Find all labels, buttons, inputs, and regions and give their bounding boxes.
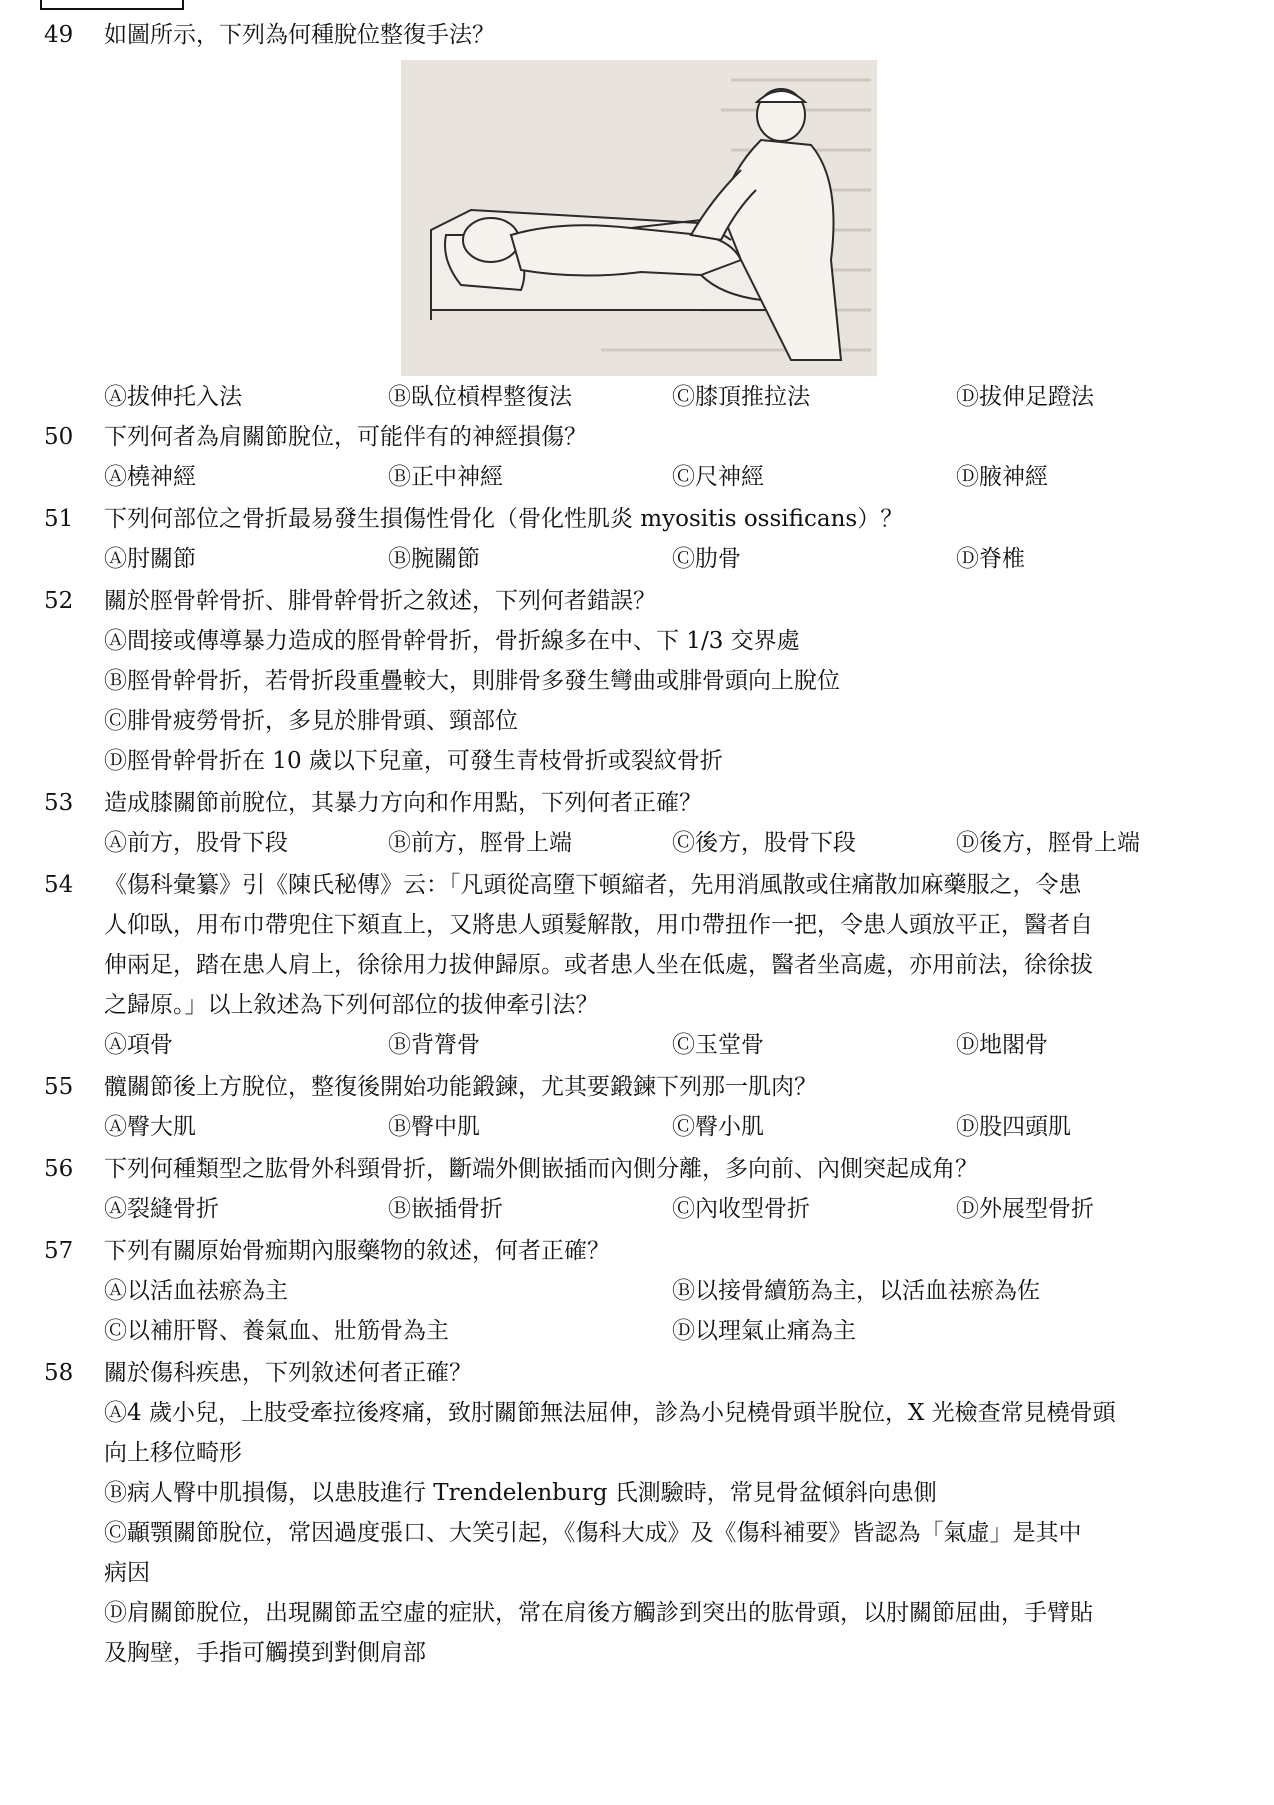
question-number: 51 bbox=[44, 506, 74, 532]
option-d-line: Ⓓ肩關節脫位，出現關節盂空虛的症狀，常在肩後方觸診到突出的肱骨頭，以肘關節屈曲，手臂貼 bbox=[104, 1600, 1093, 1626]
question-50 bbox=[44, 420, 1244, 494]
question-49 bbox=[44, 18, 1244, 52]
question-number: 55 bbox=[44, 1074, 74, 1100]
option-a[interactable]: Ⓐ臀大肌 bbox=[104, 1114, 196, 1140]
question-text: 造成膝關節前脫位，其暴力方向和作用點，下列何者正確？ bbox=[104, 790, 702, 816]
question-number: 52 bbox=[44, 588, 74, 614]
illustration-traction-reduction bbox=[401, 60, 877, 376]
options-row bbox=[104, 1028, 1244, 1062]
option-c[interactable]: Ⓒ腓骨疲勞骨折，多見於腓骨頭、頸部位 bbox=[104, 708, 518, 734]
question-text: 如圖所示，下列為何種脫位整復手法？ bbox=[104, 22, 495, 48]
options-row bbox=[104, 380, 1244, 414]
question-text-line: 人仰臥，用布巾帶兜住下頦直上，又將患人頭髮解散，用巾帶扭作一把，令患人頭放平正，醫者自 bbox=[104, 912, 1093, 938]
header-box bbox=[40, 0, 184, 10]
question-text-line: 伸兩足，踏在患人肩上，徐徐用力拔伸歸原。或者患人坐在低處，醫者坐高處，亦用前法，徐徐拔 bbox=[104, 952, 1093, 978]
question-text: 下列有關原始骨痂期內服藥物的敘述，何者正確？ bbox=[104, 1238, 610, 1264]
option-c-line: Ⓒ顳顎關節脫位，常因過度張口、大笑引起，《傷科大成》及《傷科補要》皆認為「氣虛」是其中 bbox=[104, 1520, 1082, 1546]
option-c-line: 病因 bbox=[104, 1560, 150, 1586]
question-number: 56 bbox=[44, 1156, 74, 1182]
option-d[interactable]: Ⓓ脛骨幹骨折在 10 歲以下兒童，可發生青枝骨折或裂紋骨折 bbox=[104, 748, 723, 774]
question-number: 57 bbox=[44, 1238, 74, 1264]
question-58 bbox=[44, 1356, 1244, 1670]
question-54 bbox=[44, 868, 1244, 1062]
question-text: 關於脛骨幹骨折、腓骨幹骨折之敘述，下列何者錯誤？ bbox=[104, 588, 656, 614]
options-row bbox=[104, 1192, 1244, 1226]
option-a[interactable]: Ⓐ項骨 bbox=[104, 1032, 173, 1058]
question-text-line: 《傷科彙纂》引《陳氏秘傳》云：「凡頭從高墮下頓縮者，先用消風散或住痛散加麻藥服之，令患 bbox=[104, 872, 1082, 898]
option-a[interactable]: Ⓐ前方，股骨下段 bbox=[104, 830, 288, 856]
option-b[interactable]: Ⓑ前方，脛骨上端 bbox=[388, 830, 572, 856]
option-a[interactable]: Ⓐ肘關節 bbox=[104, 546, 196, 572]
option-c[interactable]: Ⓒ後方，股骨下段 bbox=[672, 830, 856, 856]
option-c[interactable]: Ⓒ尺神經 bbox=[672, 464, 764, 490]
question-text: 關於傷科疾患，下列敘述何者正確？ bbox=[104, 1360, 472, 1386]
question-57 bbox=[44, 1234, 1244, 1348]
option-a[interactable] bbox=[104, 1396, 1244, 1470]
options-row bbox=[104, 542, 1244, 576]
option-c[interactable]: Ⓒ肋骨 bbox=[672, 546, 741, 572]
option-d[interactable]: Ⓓ腋神經 bbox=[956, 464, 1048, 490]
option-d[interactable]: Ⓓ地閣骨 bbox=[956, 1032, 1048, 1058]
question-52 bbox=[44, 584, 1244, 778]
option-a-line: 向上移位畸形 bbox=[104, 1440, 242, 1466]
option-d[interactable]: Ⓓ後方，脛骨上端 bbox=[956, 830, 1140, 856]
option-c[interactable]: Ⓒ內收型骨折 bbox=[672, 1196, 810, 1222]
question-56 bbox=[44, 1152, 1244, 1226]
option-a-line: Ⓐ4 歲小兒，上肢受牽拉後疼痛，致肘關節無法屈伸，診為小兒橈骨頭半脫位，X 光檢查常見橈骨頭 bbox=[104, 1400, 1116, 1426]
question-text-line: 之歸原。」以上敘述為下列何部位的拔伸牽引法？ bbox=[104, 992, 599, 1018]
option-b[interactable]: Ⓑ臀中肌 bbox=[388, 1114, 480, 1140]
option-d[interactable] bbox=[104, 1596, 1244, 1670]
illustration-drawing bbox=[401, 60, 877, 376]
option-d[interactable]: Ⓓ外展型骨折 bbox=[956, 1196, 1094, 1222]
option-b[interactable]: Ⓑ正中神經 bbox=[388, 464, 503, 490]
question-number: 58 bbox=[44, 1360, 74, 1386]
question-number: 49 bbox=[44, 22, 74, 48]
question-53 bbox=[44, 786, 1244, 860]
option-c[interactable]: Ⓒ玉堂骨 bbox=[672, 1032, 764, 1058]
option-d[interactable]: Ⓓ股四頭肌 bbox=[956, 1114, 1071, 1140]
option-c[interactable]: Ⓒ膝頂推拉法 bbox=[672, 384, 810, 410]
option-c[interactable]: Ⓒ臀小肌 bbox=[672, 1114, 764, 1140]
question-number: 53 bbox=[44, 790, 74, 816]
question-55 bbox=[44, 1070, 1244, 1144]
options-row bbox=[104, 460, 1244, 494]
option-d-line: 及胸壁，手指可觸摸到對側肩部 bbox=[104, 1640, 426, 1666]
option-a[interactable]: Ⓐ以活血祛瘀為主 bbox=[104, 1278, 288, 1304]
question-text: 下列何者為肩關節脫位，可能伴有的神經損傷？ bbox=[104, 424, 587, 450]
option-b[interactable]: Ⓑ脛骨幹骨折，若骨折段重疊較大，則腓骨多發生彎曲或腓骨頭向上脫位 bbox=[104, 668, 840, 694]
option-a[interactable]: Ⓐ裂縫骨折 bbox=[104, 1196, 219, 1222]
option-b[interactable]: Ⓑ以接骨續筋為主，以活血祛瘀為佐 bbox=[672, 1278, 1040, 1304]
option-a[interactable]: Ⓐ間接或傳導暴力造成的脛骨幹骨折，骨折線多在中、下 1/3 交界處 bbox=[104, 628, 800, 654]
option-b[interactable]: Ⓑ嵌插骨折 bbox=[388, 1196, 503, 1222]
question-51 bbox=[44, 502, 1244, 576]
option-b[interactable]: Ⓑ臥位槓桿整復法 bbox=[388, 384, 572, 410]
option-b[interactable]: Ⓑ腕關節 bbox=[388, 546, 480, 572]
option-a[interactable]: Ⓐ橈神經 bbox=[104, 464, 196, 490]
option-b[interactable]: Ⓑ背膂骨 bbox=[388, 1032, 480, 1058]
option-a[interactable]: Ⓐ拔伸托入法 bbox=[104, 384, 242, 410]
options-row bbox=[104, 1110, 1244, 1144]
option-d[interactable]: Ⓓ以理氣止痛為主 bbox=[672, 1318, 856, 1344]
question-text: 下列何種類型之肱骨外科頸骨折，斷端外側嵌插而內側分離，多向前、內側突起成角？ bbox=[104, 1156, 978, 1182]
option-b[interactable]: Ⓑ病人臀中肌損傷，以患肢進行 Trendelenburg 氏測驗時，常見骨盆傾斜向患側 bbox=[104, 1480, 937, 1506]
question-49-options bbox=[44, 380, 1244, 414]
question-text: 髖關節後上方脫位，整復後開始功能鍛鍊，尤其要鍛鍊下列那一肌肉？ bbox=[104, 1074, 817, 1100]
question-number: 50 bbox=[44, 424, 74, 450]
question-number: 54 bbox=[44, 872, 74, 898]
option-d[interactable]: Ⓓ拔伸足蹬法 bbox=[956, 384, 1094, 410]
options-row bbox=[104, 826, 1244, 860]
options-row bbox=[104, 1274, 1244, 1308]
question-text: 下列何部位之骨折最易發生損傷性骨化（骨化性肌炎 myositis ossificans）？ bbox=[104, 506, 904, 532]
option-c[interactable]: Ⓒ以補肝腎、養氣血、壯筋骨為主 bbox=[104, 1318, 449, 1344]
option-c[interactable] bbox=[104, 1516, 1244, 1590]
options-row bbox=[104, 1314, 1244, 1348]
option-d[interactable]: Ⓓ脊椎 bbox=[956, 546, 1025, 572]
